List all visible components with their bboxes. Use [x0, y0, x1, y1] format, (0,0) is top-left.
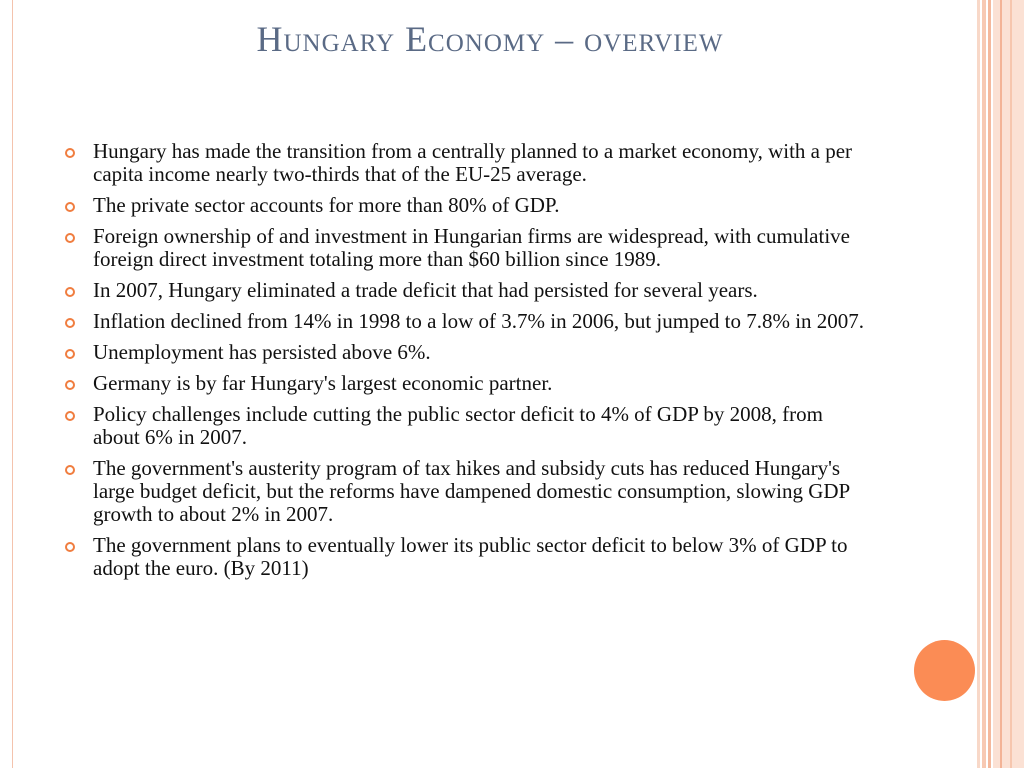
- right-stripe: [1010, 0, 1012, 768]
- bullet-circle-icon: [65, 233, 75, 243]
- right-stripe: [982, 0, 986, 768]
- right-stripe: [1000, 0, 1002, 768]
- bullet-circle-icon: [65, 148, 75, 158]
- bullet-circle-icon: [65, 380, 75, 390]
- bullet-circle-icon: [65, 202, 75, 212]
- bullet-text: Hungary has made the transition from a centrally planned to a market economy, with a per capita income nearly two-thirds that of the EU-25 average.: [93, 139, 853, 186]
- bullet-text: Germany is by far Hungary's largest economic partner.: [93, 371, 553, 395]
- bullet-text: Foreign ownership of and investment in Hungarian firms are widespread, with cumulative foreign direct investment totaling more than $60 billion since 1989.: [93, 224, 850, 271]
- bullet-text: Inflation declined from 14% in 1998 to a low of 3.7% in 2006, but jumped to 7.8% in 2007.: [93, 309, 865, 333]
- bullet-text: Policy challenges include cutting the public sector deficit to 4% of GDP by 2008, from about 6% in 2007.: [93, 402, 823, 449]
- bullet-item: [64, 341, 874, 364]
- bullet-circle-icon: [65, 287, 75, 297]
- bullet-item: [64, 457, 874, 526]
- bullet-item: [64, 140, 874, 186]
- bullet-item: [64, 372, 874, 395]
- bullet-text: Unemployment has persisted above 6%.: [93, 340, 431, 364]
- bullet-item: [64, 310, 874, 333]
- bullet-text: The government plans to eventually lower its public sector deficit to below 3% of GDP to adopt the euro. (By 2011): [93, 533, 848, 580]
- bullet-item: [64, 194, 874, 217]
- slide-title: Hungary Economy – overview: [256, 19, 724, 59]
- bullet-item: [64, 279, 874, 302]
- bullet-circle-icon: [65, 542, 75, 552]
- right-stripe-band: [993, 0, 1024, 768]
- bullet-list: [64, 140, 874, 588]
- bullet-text: The private sector accounts for more than 80% of GDP.: [93, 193, 560, 217]
- bullet-item: [64, 403, 874, 449]
- right-stripe: [977, 0, 980, 768]
- bullet-text: In 2007, Hungary eliminated a trade deficit that had persisted for several years.: [93, 278, 758, 302]
- bullet-circle-icon: [65, 411, 75, 421]
- bullet-circle-icon: [65, 349, 75, 359]
- bullet-item: [64, 225, 874, 271]
- accent-circle: [914, 640, 975, 701]
- left-border-line: [12, 0, 13, 768]
- bullet-item: [64, 534, 874, 580]
- right-stripe: [988, 0, 991, 768]
- bullet-circle-icon: [65, 465, 75, 475]
- bullet-text: The government's austerity program of tax hikes and subsidy cuts has reduced Hungary's large budget deficit, but the reforms have dampened domestic consumption, slowing GDP growth to about 2% in 2007.: [93, 456, 850, 526]
- bullet-circle-icon: [65, 318, 75, 328]
